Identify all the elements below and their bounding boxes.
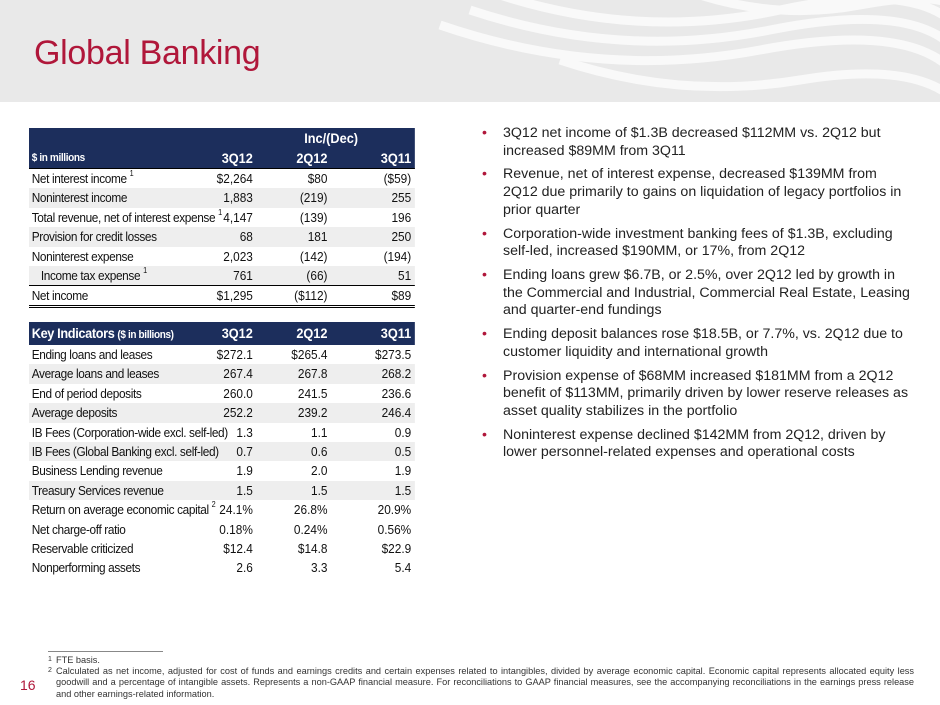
- footnote-divider: [48, 651, 163, 652]
- row-value: 236.6: [381, 385, 412, 401]
- row-value: 68: [239, 229, 253, 245]
- row-label: [32, 442, 219, 461]
- row-value: 1.9: [236, 463, 253, 479]
- footnote-text: FTE basis.: [56, 655, 100, 665]
- bullet-text: Ending loans grew $6.7B, or 2.5%, over 2Q12 led by growth in the Commercial and Industrial, Commercial Real Estate, Leasing and quarter-end fundings: [503, 267, 910, 319]
- bullet-dot-icon: •: [482, 326, 487, 343]
- table-row: [29, 345, 415, 364]
- row-value: 260.0: [223, 385, 253, 401]
- table-column-header: [29, 148, 415, 169]
- row-value: (139): [299, 209, 328, 225]
- row-value: 1.1: [311, 424, 328, 440]
- row-label-text: IB Fees (Corporation-wide excl. self-led): [31, 424, 228, 440]
- column-header: 2Q12: [296, 325, 328, 341]
- table-row: [29, 481, 415, 500]
- row-value: 3.3: [311, 560, 328, 576]
- slide-header: [0, 0, 940, 102]
- bullet-dot-icon: •: [482, 225, 487, 242]
- row-value: 4,147: [223, 209, 253, 225]
- column-header: 2Q12: [296, 150, 328, 166]
- row-value: 1.3: [236, 424, 253, 440]
- row-label: [32, 286, 88, 305]
- row-value: 26.8%: [293, 502, 328, 518]
- row-value: 1.5: [236, 482, 253, 498]
- row-label-text: Net charge-off ratio: [31, 521, 126, 537]
- key-indicators-table: [29, 322, 415, 578]
- table-group-header: [29, 128, 415, 148]
- row-label: [32, 345, 153, 364]
- row-value: 5.4: [394, 560, 412, 576]
- footnote-number: 1: [48, 656, 52, 663]
- column-header: 3Q11: [380, 325, 412, 341]
- row-value: 241.5: [297, 385, 328, 401]
- row-value: 181: [307, 229, 328, 245]
- commentary-bullets: [482, 125, 912, 468]
- bullet-item: [482, 125, 912, 160]
- row-label-text: Income tax expense: [40, 267, 141, 283]
- column-header: 3Q11: [380, 150, 412, 166]
- table-row: [29, 227, 415, 246]
- row-label-text: End of period deposits: [31, 385, 142, 401]
- row-value: 196: [391, 209, 412, 225]
- table-row: [29, 266, 415, 285]
- bullet-item: [482, 267, 912, 320]
- row-value: $273.5: [375, 347, 412, 362]
- row-value: (66): [306, 267, 328, 283]
- table-row: [29, 461, 415, 480]
- row-value: 2.0: [311, 463, 328, 479]
- row-label: [32, 188, 127, 207]
- row-label: [32, 364, 159, 383]
- table-row: [29, 247, 415, 266]
- row-value: ($59): [383, 171, 412, 186]
- table-row: [29, 169, 415, 188]
- row-value: $272.1: [216, 347, 253, 362]
- key-indicators-header: [29, 322, 415, 345]
- row-value: 0.9: [394, 424, 412, 440]
- row-value: 0.7: [236, 443, 253, 459]
- bullet-text: 3Q12 net income of $1.3B decreased $112MM vs. 2Q12 but increased $89MM from 3Q11: [503, 125, 881, 159]
- table-row: [29, 442, 415, 461]
- footnote-ref: 2: [211, 500, 216, 510]
- footnote-text: Calculated as net income, adjusted for cost of funds and earnings credits and certain expenses related to intangibles, divided by average economic capital. Economic capital represents allocated equity less goodwill and a percentage of intangible assets. Represents a non-GAAP financial measure. For reconciliations to GAAP financial measures, see the accompanying reconciliations in the earnings press release and other earnings-related information.: [56, 666, 914, 699]
- row-value: 0.56%: [377, 521, 412, 537]
- row-label-text: Net interest income: [31, 171, 127, 186]
- bullet-text: Revenue, net of interest expense, decreased $139MM from 2Q12 due primarily to gains on liquidation of legacy portfolios in prior quarter: [503, 166, 902, 218]
- row-label-text: Reservable criticized: [31, 540, 134, 556]
- row-label-text: Average loans and leases: [31, 366, 159, 382]
- footnote: [48, 655, 914, 666]
- row-label: [32, 384, 142, 403]
- footnotes: [48, 655, 914, 700]
- row-value: $265.4: [291, 347, 328, 362]
- row-value: 20.9%: [377, 502, 412, 518]
- row-value: 0.24%: [293, 521, 328, 537]
- table-row: [29, 539, 415, 558]
- table-row: [29, 403, 415, 422]
- row-label: [32, 558, 140, 577]
- bullet-item: [482, 226, 912, 261]
- row-value: (219): [299, 190, 328, 206]
- footnote-number: 2: [48, 667, 52, 675]
- row-value: $1,295: [216, 288, 253, 304]
- unit-label: $ in millions: [31, 152, 85, 164]
- row-value: 761: [233, 267, 253, 283]
- unit-label: ($ in billions): [117, 329, 174, 341]
- row-value: 24.1%: [219, 502, 253, 518]
- row-label: [32, 423, 228, 442]
- table-row: [29, 188, 415, 207]
- bullet-dot-icon: •: [482, 267, 487, 284]
- row-value: 267.4: [223, 366, 253, 382]
- row-label-text: Net income: [31, 288, 88, 304]
- key-indicators-body: [29, 345, 415, 578]
- table-row: [29, 423, 415, 442]
- row-value: 250: [391, 229, 412, 245]
- bullet-text: Noninterest expense declined $142MM from 2Q12, driven by lower personnel-related expenses and operational costs: [503, 426, 886, 461]
- row-label: [32, 227, 157, 246]
- row-value: 268.2: [381, 366, 412, 382]
- row-label-text: Treasury Services revenue: [31, 482, 164, 498]
- row-value: 0.18%: [219, 521, 253, 537]
- row-label-text: Nonperforming assets: [31, 560, 141, 576]
- row-label-text: Noninterest income: [31, 190, 128, 206]
- table-row: [29, 558, 415, 577]
- row-label: [32, 208, 222, 227]
- bullet-text: Ending deposit balances rose $18.5B, or 7.7%, vs. 2Q12 due to customer liquidity and international growth: [503, 326, 903, 360]
- key-indicators-title: [32, 322, 174, 347]
- row-label-text: Ending loans and leases: [31, 347, 153, 362]
- bullet-item: [482, 368, 912, 421]
- bullet-dot-icon: •: [482, 166, 487, 183]
- footnote-ref: 1: [218, 207, 222, 217]
- row-label-text: Return on average economic capital: [31, 502, 209, 518]
- bullet-dot-icon: •: [482, 367, 487, 384]
- inc-dec-label: Inc/(Dec): [247, 128, 414, 149]
- bullet-text: Corporation-wide investment banking fees of $1.3B, excluding self-led, increased $190MM, or 17%, from 2Q12: [503, 225, 893, 260]
- row-label-text: Noninterest expense: [31, 248, 134, 264]
- row-value: $89: [391, 288, 412, 304]
- bullet-item: [482, 427, 912, 462]
- bullet-dot-icon: •: [482, 426, 487, 443]
- row-label: [41, 266, 147, 285]
- row-value: (194): [383, 248, 412, 264]
- footnote-ref: 1: [129, 169, 134, 178]
- row-label: [32, 481, 164, 500]
- income-table: [29, 128, 415, 308]
- row-value: 1.5: [394, 482, 412, 498]
- bullet-item: [482, 166, 912, 219]
- row-value: $2,264: [216, 171, 253, 186]
- row-label: [32, 247, 134, 266]
- row-value: 239.2: [297, 405, 328, 421]
- footnote: [48, 666, 914, 700]
- row-label: [32, 520, 126, 539]
- bullet-dot-icon: •: [482, 125, 487, 141]
- row-label: [32, 500, 216, 519]
- bullet-text: Provision expense of $68MM increased $181MM from a 2Q12 benefit of $113MM, primarily driven by lower reserve releases as asset quality stabilizes in the portfolio: [503, 367, 909, 419]
- row-label: [32, 461, 163, 480]
- row-value: 255: [391, 190, 412, 206]
- row-value: 0.6: [311, 443, 328, 459]
- row-label-text: Business Lending revenue: [31, 463, 163, 479]
- column-header: 3Q12: [221, 150, 253, 166]
- row-value: 1,883: [223, 190, 253, 206]
- table-row: [29, 364, 415, 383]
- page-title: Global Banking: [34, 34, 261, 72]
- row-value: 267.8: [297, 366, 328, 382]
- page-number: 16: [20, 677, 36, 693]
- row-value: $14.8: [297, 540, 328, 556]
- row-label: [32, 539, 134, 558]
- row-value: 1.9: [394, 463, 412, 479]
- row-value: 1.5: [311, 482, 328, 498]
- row-label-text: Total revenue, net of interest expense: [31, 209, 216, 225]
- row-value: 2,023: [223, 248, 253, 264]
- row-value: 0.5: [394, 443, 412, 459]
- row-label-text: IB Fees (Global Banking excl. self-led): [31, 443, 219, 459]
- key-indicators-label: Key Indicators: [31, 325, 115, 341]
- row-label: [32, 403, 117, 422]
- row-value: 2.6: [236, 560, 253, 576]
- table-row: [29, 520, 415, 539]
- row-value: 51: [398, 267, 412, 283]
- row-value: ($112): [294, 288, 328, 304]
- row-label-text: Average deposits: [31, 405, 118, 421]
- row-value: $22.9: [381, 540, 412, 556]
- row-value: (142): [299, 248, 328, 264]
- table-row: [29, 208, 415, 227]
- table-row: [29, 500, 415, 519]
- table-row: [29, 384, 415, 403]
- footnote-ref: 1: [143, 265, 147, 275]
- row-label: [32, 169, 134, 188]
- income-table-body: [29, 169, 415, 308]
- column-header: 3Q12: [221, 325, 253, 341]
- row-value: $12.4: [223, 540, 253, 556]
- row-value: $80: [307, 171, 328, 186]
- row-label-text: Provision for credit losses: [31, 229, 157, 245]
- row-value: 246.4: [381, 405, 412, 421]
- table-row: [29, 285, 415, 308]
- bullet-item: [482, 326, 912, 361]
- row-value: 252.2: [223, 405, 253, 421]
